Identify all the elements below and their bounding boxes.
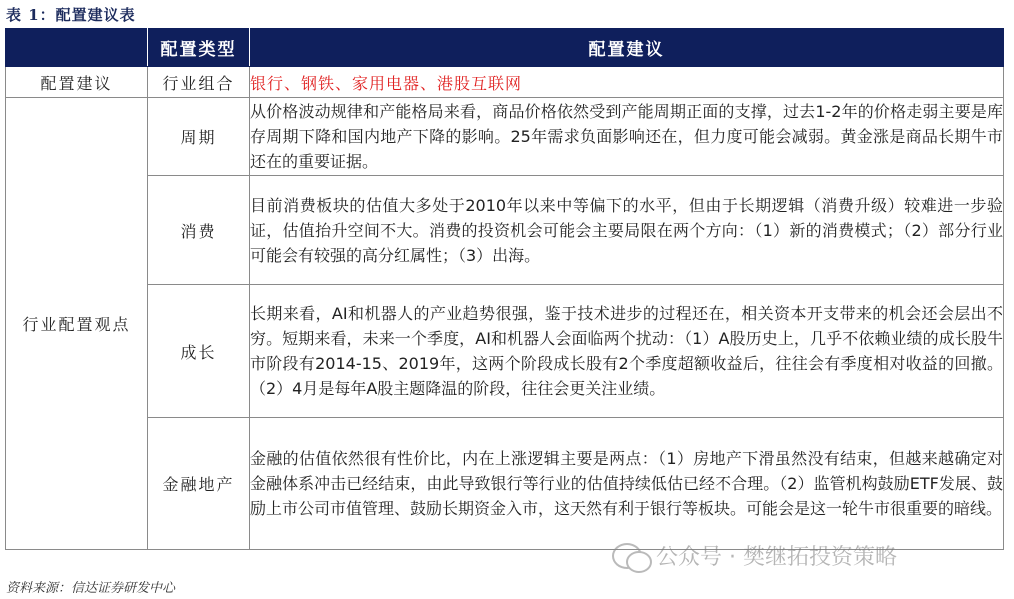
type-label: 周期 [148, 98, 250, 176]
source-note: 资料来源：信达证券研发中心 [6, 581, 176, 596]
type-label: 成长 [148, 285, 250, 418]
type-label: 消费 [148, 176, 250, 285]
watermark-text: 公众号 · 樊继拓投资策略 [656, 545, 897, 570]
type-label: 金融地产 [148, 418, 250, 550]
watermark [612, 540, 897, 571]
header-type: 配置类型 [148, 29, 250, 67]
group-label: 行业配置观点 [6, 98, 148, 550]
table-row [6, 418, 1004, 550]
header-blank-cell [6, 29, 148, 67]
allocation-table [5, 28, 1004, 550]
table-header-row [6, 29, 1004, 67]
table-row [6, 176, 1004, 285]
table-row [6, 98, 1004, 176]
wechat-icon [612, 541, 650, 571]
industry-combo-value: 银行、钢铁、家用电器、港股互联网 [250, 67, 1004, 98]
table-caption: 表 1：配置建议表 [6, 6, 136, 24]
type-label: 行业组合 [148, 67, 250, 98]
header-advice: 配置建议 [250, 29, 1004, 67]
advice-text: 从价格波动规律和产能格局来看，商品价格依然受到产能周期正面的支撑，过去1-2年的价格走弱主要是库存周期下降和国内地产下降的影响。25年需求负面影响还在，但力度可能会减弱。黄金涨是商品长期牛市还在的重要证据。 [250, 98, 1004, 176]
table-row [6, 67, 1004, 98]
advice-text: 长期来看，AI和机器人的产业趋势很强，鉴于技术进步的过程还在，相关资本开支带来的机会还会层出不穷。短期来看，未来一个季度，AI和机器人会面临两个扰动：（1）A股历史上，几乎不依赖业绩的成长股牛市阶段有2014-15、2019年，这两个阶段成长股有2个季度超额收益后，往往会有季度相对收益的回撤。（2）4月是每年A股主题降温的阶段，往往会更关注业绩。 [250, 285, 1004, 418]
advice-text: 金融的估值依然很有性价比，内在上涨逻辑主要是两点：（1）房地产下滑虽然没有结束，但越来越确定对金融体系冲击已经结束，由此导致银行等行业的估值持续低估已经不合理。（2）监管机构鼓励ETF发展、鼓励上市公司市值管理、鼓励长期资金入市，这天然有利于银行等板块。可能会是这一轮牛市很重要的暗线。 [250, 418, 1004, 550]
advice-text: 目前消费板块的估值大多处于2010年以来中等偏下的水平，但由于长期逻辑（消费升级）较难进一步验证，估值抬升空间不大。消费的投资机会可能会主要局限在两个方向：（1）新的消费模式；（2）部分行业可能会有较强的高分红属性；（3）出海。 [250, 176, 1004, 285]
section-label: 配置建议 [6, 67, 148, 98]
table-row [6, 285, 1004, 418]
